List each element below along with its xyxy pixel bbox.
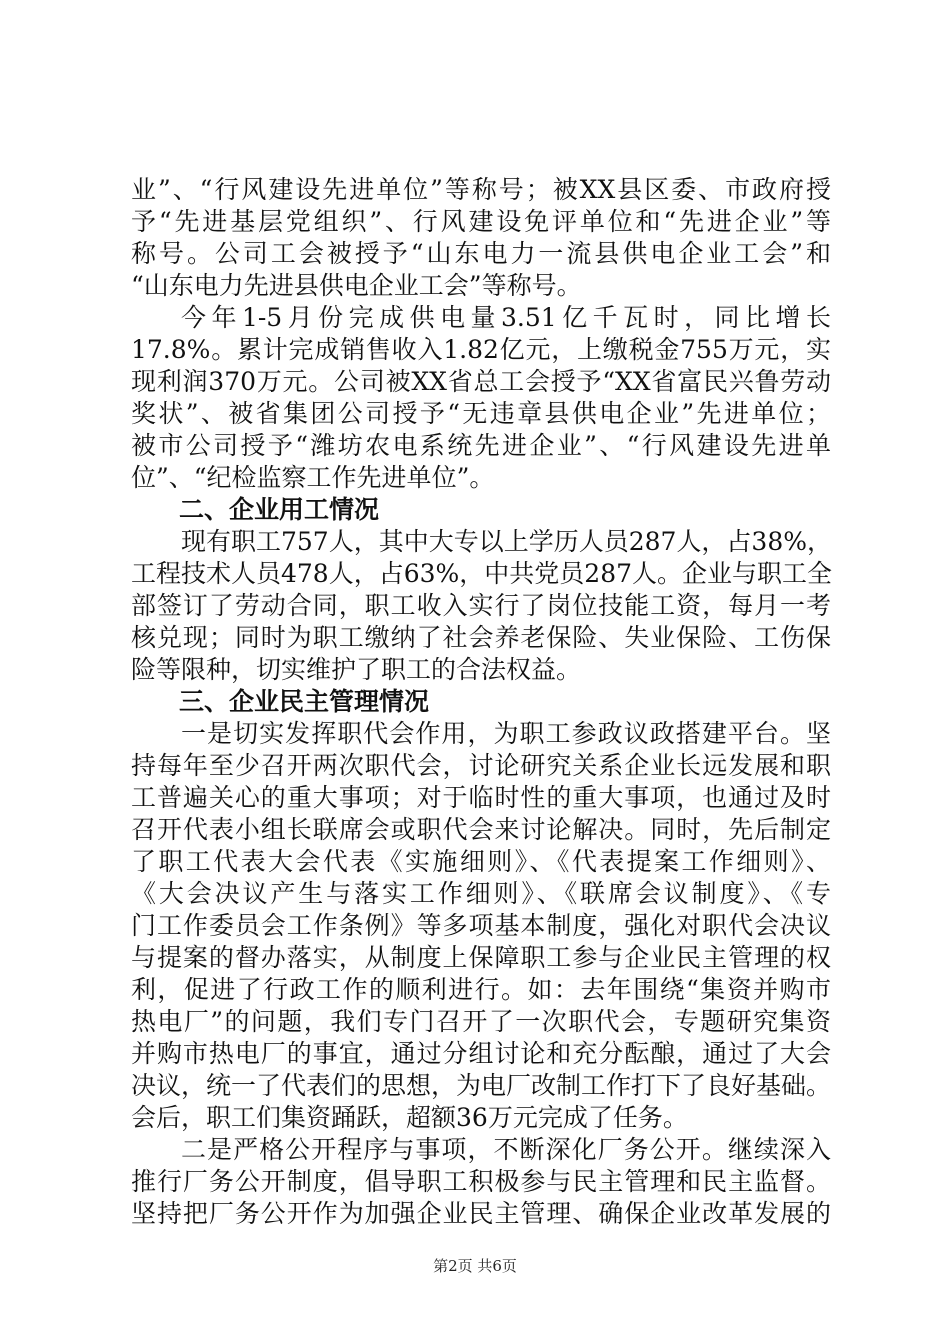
- text-line: 会后，职工们集资踊跃，超额36万元完成了任务。: [131, 1103, 688, 1132]
- text-line: 位”、“纪检监察工作先进单位”。: [131, 463, 495, 492]
- text-line: 了职工代表大会代表《实施细则》、《代表提案工作细则》、: [131, 847, 831, 876]
- text-line: 核兑现；同时为职工缴纳了社会养老保险、失业保险、工伤保: [131, 623, 831, 652]
- paragraph: [131, 174, 831, 302]
- text-line: 推行厂务公开制度，倡导职工积极参与民主管理和民主监督。: [131, 1167, 831, 1196]
- paragraph: [131, 718, 831, 1134]
- text-line: 并购市热电厂的事宜，通过分组讨论和充分酝酿，通过了大会: [131, 1039, 831, 1068]
- text-line: 称号。公司工会被授予“山东电力一流县供电企业工会”和: [131, 239, 831, 268]
- text-line: 与提案的督办落实，从制度上保障职工参与企业民主管理的权: [131, 943, 831, 972]
- text-line: 利，促进了行政工作的顺利进行。如：去年围绕“集资并购市: [131, 975, 831, 1004]
- text-line: 持每年至少召开两次职代会，讨论研究关系企业长远发展和职: [131, 751, 831, 780]
- text-line: “山东电力先进县供电企业工会”等称号。: [131, 271, 582, 300]
- section-heading: 三、企业民主管理情况: [179, 687, 430, 716]
- text-line: 坚持把厂务公开作为加强企业民主管理、确保企业改革发展的: [131, 1199, 831, 1228]
- text-line: 《大会决议产生与落实工作细则》、《联席会议制度》、《专: [131, 879, 831, 908]
- text-line: 召开代表小组长联席会或职代会来讨论解决。同时，先后制定: [131, 815, 831, 844]
- text-line: 今年1-5月份完成供电量3.51亿千瓦时，同比增长: [181, 303, 831, 332]
- text-line: 热电厂”的问题，我们专门召开了一次职代会，专题研究集资: [131, 1007, 831, 1036]
- text-line: 门工作委员会工作条例》等多项基本制度，强化对职代会决议: [131, 911, 831, 940]
- text-line: 现利润370万元。公司被XX省总工会授予“XX省富民兴鲁劳动: [131, 367, 831, 396]
- text-line: 决议，统一了代表们的思想，为电厂改制工作打下了良好基础。: [131, 1071, 832, 1100]
- paragraph: [131, 302, 831, 494]
- section-heading: 二、企业用工情况: [179, 495, 380, 524]
- text-line: 予“先进基层党组织”、行风建设免评单位和“先进企业”等: [131, 207, 831, 236]
- text-line: 被市公司授予“潍坊农电系统先进企业”、“行风建设先进单: [131, 431, 831, 460]
- text-line: 险等限种，切实维护了职工的合法权益。: [131, 655, 582, 684]
- paragraph: [131, 526, 831, 686]
- page-footer: 第2页 共6页: [433, 1257, 517, 1275]
- document-body: [131, 174, 831, 1230]
- text-line: 二是严格公开程序与事项，不断深化厂务公开。继续深入: [181, 1135, 831, 1164]
- text-line: 现有职工757人，其中大专以上学历人员287人，占38%，: [181, 527, 833, 556]
- paragraph: [131, 1134, 831, 1230]
- text-line: 部签订了劳动合同，职工收入实行了岗位技能工资，每月一考: [131, 591, 831, 620]
- text-line: 17.8%。累计完成销售收入1.82亿元，上缴税金755万元，实: [131, 335, 831, 364]
- text-line: 奖状”、被省集团公司授予“无违章县供电企业”先进单位；: [131, 399, 831, 428]
- text-line: 一是切实发挥职代会作用，为职工参政议政搭建平台。坚: [181, 719, 831, 748]
- text-line: 工程技术人员478人，占63%，中共党员287人。企业与职工全: [131, 559, 833, 588]
- text-line: 工普遍关心的重大事项；对于临时性的重大事项，也通过及时: [131, 783, 831, 812]
- text-line: 业”、“行风建设先进单位”等称号；被XX县区委、市政府授: [131, 175, 831, 204]
